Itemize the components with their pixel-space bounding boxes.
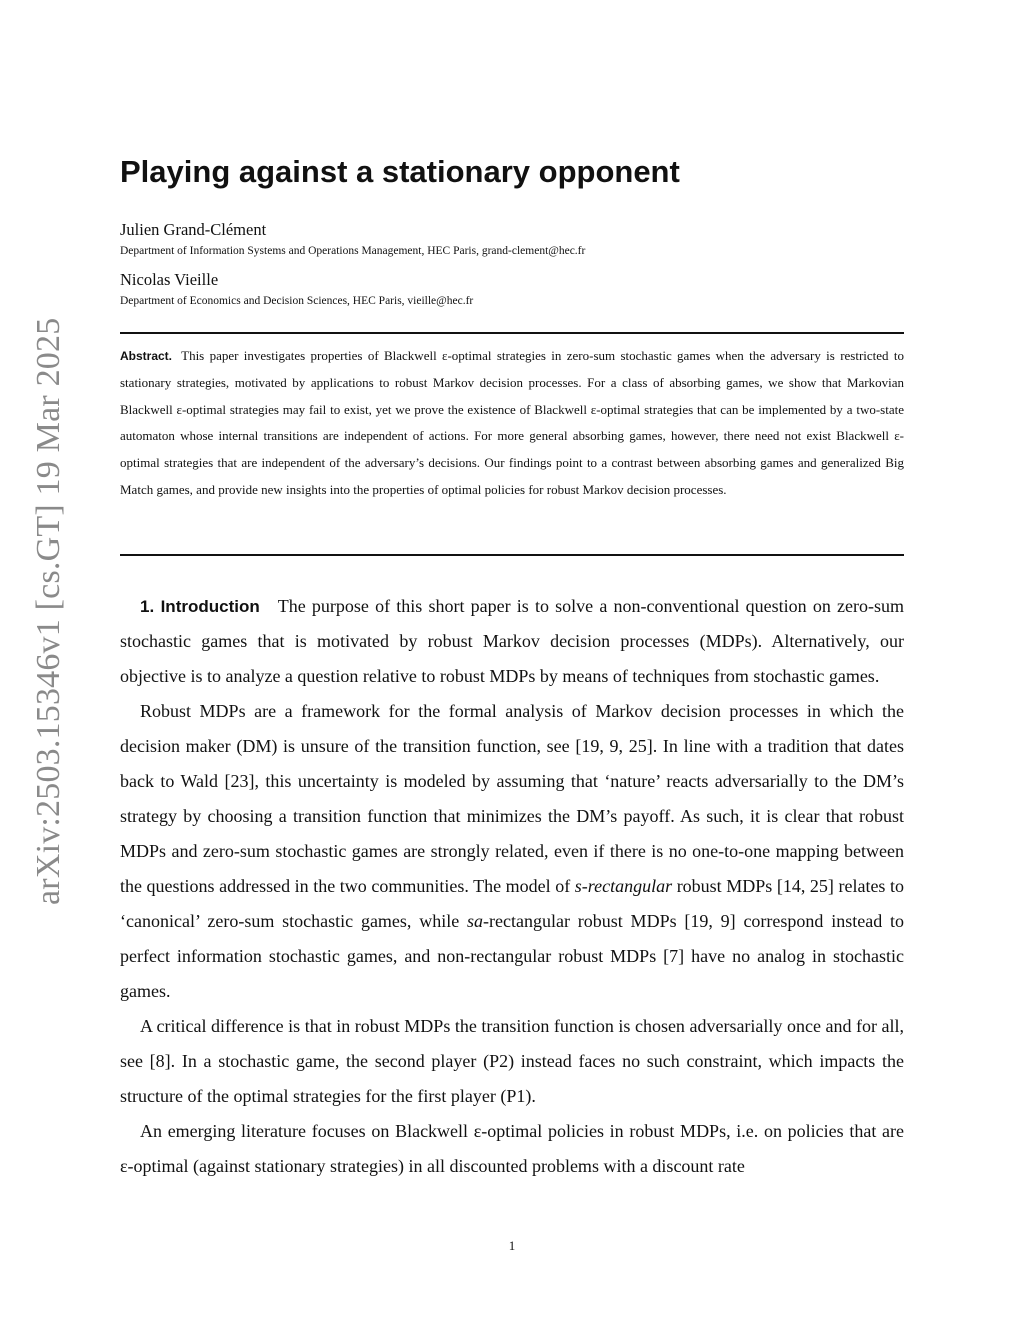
paragraph-text: Robust MDPs are a framework for the formal analysis of Markov decision processes in which the decision maker (DM) is unsure of the transition function, see [19, 9, 25]. In line with a tradition that dates back to Wald [23], this uncertainty is modeled by assuming that ‘nature’ reacts adversarially to the DM’s strategy by choosing a transition function that minimizes the DM’s payoff. As such, it is clear that robust MDPs and zero-sum stochastic games are strongly related, even if there is no one-to-one mapping between the questions addressed in the two communities. The model of bbox=[120, 701, 904, 896]
author-name: Julien Grand-Clément bbox=[120, 220, 267, 239]
paper-title: Playing against a stationary opponent bbox=[120, 154, 680, 189]
paragraph bbox=[120, 589, 904, 694]
arxiv-identifier: arXiv:2503.15346v1 [cs.GT] 19 Mar 2025 bbox=[30, 317, 67, 905]
abstract-label: Abstract. bbox=[120, 349, 173, 363]
emphasis-term: sa bbox=[467, 911, 484, 931]
top-rule bbox=[120, 332, 904, 334]
author-affiliation: Department of Information Systems and Operations Management, HEC Paris, grand-clement@hec.fr bbox=[120, 245, 586, 257]
section-heading: 1. Introduction bbox=[140, 597, 260, 616]
paragraph-text: robust MDPs [14, 25] relates to ‘canonical’ zero-sum stochastic games, while bbox=[120, 876, 905, 931]
paragraph bbox=[120, 1009, 904, 1114]
paragraph bbox=[120, 1114, 904, 1184]
paragraph-text: An emerging literature focuses on Blackwell ε-optimal policies in robust MDPs, i.e. on policies that are ε-optimal (against stationary strategies) in all discounted problems with a discount rate bbox=[120, 1121, 904, 1176]
author-name: Nicolas Vieille bbox=[120, 270, 219, 289]
emphasis-term: s-rectangular bbox=[574, 876, 673, 896]
introduction-section bbox=[120, 589, 904, 1184]
paragraph-text: A critical difference is that in robust MDPs the transition function is chosen adversarially once and for all, see [8]. In a stochastic game, the second player (P2) instead faces no such constraint, which impacts the structure of the optimal strategies for the first player (P1). bbox=[120, 1016, 904, 1106]
bottom-rule bbox=[120, 554, 904, 556]
paragraph-text: The purpose of this short paper is to solve a non-conventional question on zero-sum stochastic games that is motivated by robust Markov decision processes (MDPs). Alternatively, our objective is to analyze a question relative to robust MDPs by means of techniques from stochastic games. bbox=[120, 596, 904, 686]
abstract bbox=[120, 343, 904, 504]
paragraph bbox=[120, 694, 904, 1009]
page-number: 1 bbox=[508, 1238, 516, 1253]
paragraph-text: -rectangular robust MDPs [19, 9] correspond instead to perfect information stochastic games, and non-rectangular robust MDPs [7] have no analog in stochastic games. bbox=[120, 911, 904, 1001]
abstract-text: This paper investigates properties of Blackwell ε-optimal strategies in zero-sum stochastic games when the adversary is restricted to stationary strategies, motivated by applications to robust Markov decision processes. For a class of absorbing games, we show that Markovian Blackwell ε-optimal strategies may fail to exist, yet we prove the existence of Blackwell ε-optimal strategies that can be implemented by a two-state automaton whose internal transitions are independent of actions. For more general absorbing games, however, there need not exist Blackwell ε-optimal strategies that are independent of the adversary’s decisions. Our findings point to a contrast between absorbing games and generalized Big Match games, and provide new insights into the properties of optimal policies for robust Markov decision processes. bbox=[120, 348, 905, 497]
author-affiliation: Department of Economics and Decision Sciences, HEC Paris, vieille@hec.fr bbox=[120, 295, 474, 307]
